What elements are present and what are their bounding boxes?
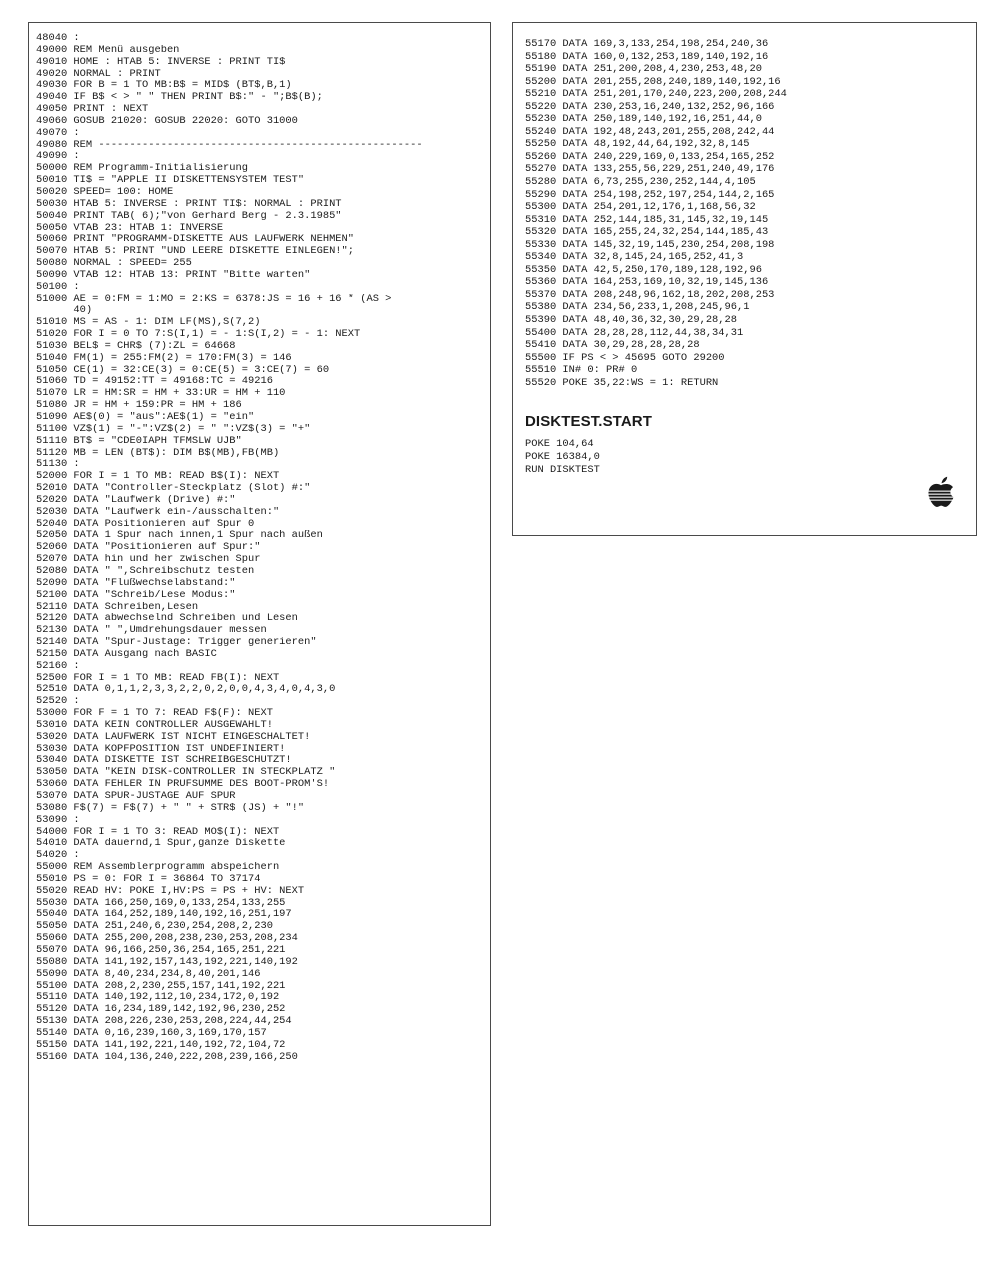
- code-line: 55010 PS = 0: FOR I = 36864 TO 37174: [36, 873, 261, 885]
- code-line: 51100 VZ$(1) = "-":VZ$(2) = " ":VZ$(3) = "+": [36, 423, 311, 435]
- code-line: 55280 DATA 6,73,255,230,252,144,4,105: [525, 176, 756, 189]
- basic-listing-left: [36, 33, 482, 1063]
- code-line: 52130 DATA " ",Umdrehungsdauer messen: [36, 625, 267, 637]
- code-line: 55000 REM Assemblerprogramm abspeichern: [36, 862, 280, 874]
- code-line: 52020 DATA "Laufwerk (Drive) #:": [36, 494, 236, 506]
- code-line: 53050 DATA "KEIN DISK-CONTROLLER IN STECKPLATZ ": [36, 767, 336, 779]
- code-line: 55260 DATA 240,229,169,0,133,254,165,252: [525, 150, 775, 163]
- listing-column-left: [28, 22, 491, 1226]
- code-line: 50010 TI$ = "APPLE II DISKETTENSYSTEM TEST": [36, 175, 305, 187]
- code-line: 55360 DATA 164,253,169,10,32,19,145,136: [525, 276, 769, 289]
- code-line: 50060 PRINT "PROGRAMM-DISKETTE AUS LAUFWERK NEHMEN": [36, 234, 355, 246]
- code-line: 53090 :: [36, 814, 80, 826]
- code-line: 50000 REM Programm-Initialisierung: [36, 163, 249, 175]
- code-line: 40): [36, 305, 93, 317]
- code-line: 55390 DATA 48,40,36,32,30,29,28,28: [525, 314, 738, 327]
- code-line: 49030 FOR B = 1 TO MB:B$ = MID$ (BT$,B,1): [36, 80, 292, 92]
- code-line: 53040 DATA DISKETTE IST SCHREIBGESCHÜTZT!: [36, 755, 292, 767]
- code-line: 52100 DATA "Schreib/Lese Modus:": [36, 589, 236, 601]
- code-line: POKE 104,64: [525, 438, 594, 451]
- code-line: 53020 DATA LAUFWERK IST NICHT EINGESCHALTET!: [36, 731, 311, 743]
- code-line: 55240 DATA 192,48,243,201,255,208,242,44: [525, 125, 775, 138]
- code-line: 51080 JR = HM + 159:PR = HM + 186: [36, 400, 242, 412]
- code-line: 55520 POKE 35,22:WS = 1: RETURN: [525, 376, 719, 389]
- code-line: 55400 DATA 28,28,28,112,44,38,34,31: [525, 326, 744, 339]
- basic-listing-right: [525, 38, 968, 389]
- code-line: 52050 DATA 1 Spur nach innen,1 Spur nach außen: [36, 530, 323, 542]
- code-line: 52110 DATA Schreiben,Lesen: [36, 601, 199, 613]
- code-line: 51020 FOR I = 0 TO 7:S(I,1) = - 1:S(I,2) = - 1: NEXT: [36, 329, 361, 341]
- code-line: 55020 READ HV: POKE I,HV:PS = PS + HV: NEXT: [36, 885, 305, 897]
- code-line: 49040 IF B$ < > " " THEN PRINT B$:" - ";B$(B);: [36, 92, 323, 104]
- code-line: 55100 DATA 208,2,230,255,157,141,192,221: [36, 980, 286, 992]
- code-line: 55270 DATA 133,255,56,229,251,240,49,176: [525, 163, 775, 176]
- code-line: 53060 DATA FEHLER IN PRÜFSUMME DES BOOT-PROM'S!: [36, 779, 330, 791]
- code-line: 53070 DATA SPUR-JUSTAGE AUF SPUR: [36, 791, 236, 802]
- code-line: 53080 F$(7) = F$(7) + " " + STR$ (JS) + "!": [36, 802, 305, 814]
- code-line: 54000 FOR I = 1 TO 3: READ MO$(I): NEXT: [36, 826, 280, 838]
- code-line: 55220 DATA 230,253,16,240,132,252,96,166: [525, 100, 775, 113]
- code-line: 51120 MB = LEN (BT$): DIM B$(MB),FB(MB): [36, 447, 280, 459]
- code-line: 52120 DATA abwechselnd Schreiben und Lesen: [36, 613, 298, 625]
- code-line: 55310 DATA 252,144,185,31,145,32,19,145: [525, 213, 769, 226]
- code-line: 52140 DATA "Spur-Justage: Trigger generieren": [36, 637, 317, 649]
- code-line: 51030 BEL$ = CHR$ (7):ZL = 64668: [36, 340, 236, 352]
- code-line: 52150 DATA Ausgang nach BASIC: [36, 648, 217, 660]
- code-line: 51050 CE(1) = 32:CE(3) = 0:CE(5) = 3:CE(7) = 60: [36, 364, 330, 376]
- code-line: 55300 DATA 254,201,12,176,1,168,56,32: [525, 201, 756, 214]
- code-line: 50050 VTAB 23: HTAB 1: INVERSE: [36, 222, 224, 234]
- code-line: 53030 DATA KOPFPOSITION IST UNDEFINIERT!: [36, 743, 286, 755]
- code-line: 51060 TD = 49152:TT = 49168:TC = 49216: [36, 376, 273, 388]
- code-line: 51130 :: [36, 459, 80, 471]
- code-line: 52010 DATA "Controller-Steckplatz (Slot) #:": [36, 483, 311, 495]
- code-line: POKE 16384,0: [525, 451, 600, 464]
- code-line: 52090 DATA "Flußwechselabstand:": [36, 577, 236, 589]
- code-line: 49060 GOSUB 21020: GOSUB 22020: GOTO 31000: [36, 115, 298, 127]
- code-line: 50070 HTAB 5: PRINT "UND LEERE DISKETTE EINLEGEN!";: [36, 246, 355, 258]
- code-line: 49020 NORMAL : PRINT: [36, 68, 161, 80]
- listing-column-right: [512, 22, 977, 536]
- code-line: 49010 HOME : HTAB 5: INVERSE : PRINT TI$: [36, 56, 286, 68]
- code-line: 50040 PRINT TAB( 6);"von Gerhard Berg - 2.3.1985": [36, 210, 342, 222]
- code-line: 52510 DATA 0,1,1,2,3,3,2,2,0,2,0,0,4,3,4,0,4,3,0: [36, 684, 336, 696]
- code-line: 50090 VTAB 12: HTAB 13: PRINT "Bitte warten": [36, 269, 311, 281]
- code-line: RUN DISKTEST: [525, 463, 600, 476]
- code-line: 51010 MS = AS - 1: DIM LF(MS),S(7,2): [36, 317, 261, 329]
- code-line: 55090 DATA 8,40,234,234,8,40,201,146: [36, 968, 261, 980]
- code-line: 55210 DATA 251,201,170,240,223,200,208,244: [525, 88, 787, 101]
- code-line: 52030 DATA "Laufwerk ein-/ausschalten:": [36, 506, 280, 518]
- code-line: 55290 DATA 254,198,252,197,254,144,2,165: [525, 188, 775, 201]
- code-line: 55050 DATA 251,240,6,230,254,208,2,230: [36, 921, 273, 933]
- code-line: 55110 DATA 140,192,112,10,234,172,0,192: [36, 992, 280, 1004]
- code-line: 55330 DATA 145,32,19,145,230,254,208,198: [525, 238, 775, 251]
- code-line: 52500 FOR I = 1 TO MB: READ FB(I): NEXT: [36, 672, 280, 684]
- code-line: 55320 DATA 165,255,24,32,254,144,185,43: [525, 226, 769, 239]
- code-line: 55180 DATA 160,0,132,253,189,140,192,16: [525, 50, 769, 63]
- code-line: 55250 DATA 48,192,44,64,192,32,8,145: [525, 138, 750, 151]
- code-line: 49050 PRINT : NEXT: [36, 104, 149, 116]
- code-line: 52070 DATA hin und her zwischen Spur: [36, 554, 261, 566]
- code-line: 51090 AE$(0) = "aus":AE$(1) = "ein": [36, 412, 255, 423]
- section-title: DISKTEST.START: [525, 413, 652, 431]
- code-line: 52520 :: [36, 696, 80, 708]
- code-line: 50100 :: [36, 281, 80, 293]
- code-line: 55170 DATA 169,3,133,254,198,254,240,36: [525, 38, 769, 50]
- code-line: 55190 DATA 251,200,208,4,230,253,48,20: [525, 63, 762, 76]
- code-line: 55500 IF PS < > 45695 GOTO 29200: [525, 351, 725, 364]
- code-line: 49070 :: [36, 127, 80, 139]
- code-line: 55040 DATA 164,252,189,140,192,16,251,197: [36, 909, 292, 921]
- code-line: 52160 :: [36, 660, 80, 672]
- code-line: 55080 DATA 141,192,157,143,192,221,140,192: [36, 956, 298, 968]
- code-line: 50030 HTAB 5: INVERSE : PRINT TI$: NORMAL : PRINT: [36, 198, 342, 210]
- code-line: 54010 DATA dauernd,1 Spur,ganze Diskette: [36, 838, 286, 850]
- code-line: 55510 IN# 0: PR# 0: [525, 364, 638, 377]
- code-line: 55380 DATA 234,56,233,1,208,245,96,1: [525, 301, 750, 314]
- code-line: 50080 NORMAL : SPEED= 255: [36, 258, 192, 270]
- apple-logo-icon: [926, 475, 956, 509]
- code-line: 55350 DATA 42,5,250,170,189,128,192,96: [525, 263, 762, 276]
- code-line: 55030 DATA 166,250,169,0,133,254,133,255: [36, 897, 286, 909]
- code-line: 55410 DATA 30,29,28,28,28,28: [525, 339, 700, 352]
- code-line: 54020 :: [36, 850, 80, 862]
- code-line: 49090 :: [36, 151, 80, 163]
- code-line: 52080 DATA " ",Schreibschutz testen: [36, 565, 255, 577]
- code-line: 55070 DATA 96,166,250,36,254,165,251,221: [36, 944, 286, 956]
- code-line: 50020 SPEED= 100: HOME: [36, 186, 174, 198]
- code-line: 52000 FOR I = 1 TO MB: READ B$(I): NEXT: [36, 471, 280, 483]
- code-line: 55120 DATA 16,234,189,142,192,96,230,252: [36, 1004, 286, 1016]
- code-line: 51000 AE = 0:FM = 1:MO = 2:KS = 6378:JS = 16 + 16 * (AS >: [36, 293, 392, 305]
- code-line: 48040 :: [36, 33, 80, 44]
- code-line: 49000 REM Menü ausgeben: [36, 44, 180, 56]
- code-line: 55230 DATA 250,189,140,192,16,251,44,0: [525, 113, 762, 126]
- code-line: 51070 LR = HM:SR = HM + 33:UR = HM + 110: [36, 388, 286, 400]
- code-line: 53010 DATA KEIN CONTROLLER AUSGEWÄHLT!: [36, 719, 273, 731]
- start-listing: [525, 438, 968, 476]
- code-line: 55200 DATA 201,255,208,240,189,140,192,16: [525, 75, 781, 88]
- code-line: 49080 REM ----------------------------------------------------: [36, 139, 423, 151]
- code-line: 55060 DATA 255,200,208,238,230,253,208,234: [36, 933, 298, 945]
- code-line: 55160 DATA 104,136,240,222,208,239,166,250: [36, 1051, 298, 1063]
- code-line: 55140 DATA 0,16,239,160,3,169,170,157: [36, 1027, 267, 1039]
- code-line: 53000 FOR F = 1 TO 7: READ F$(F): NEXT: [36, 708, 273, 720]
- code-line: 52060 DATA "Positionieren auf Spur:": [36, 542, 261, 554]
- code-line: 55370 DATA 208,248,96,162,18,202,208,253: [525, 288, 775, 301]
- code-line: 51110 BT$ = "CDE0IAPH TFMSLW UJB": [36, 435, 242, 447]
- code-line: 55150 DATA 141,192,221,140,192,72,104,72: [36, 1039, 286, 1051]
- code-line: 51040 FM(1) = 255:FM(2) = 170:FM(3) = 146: [36, 352, 292, 364]
- code-line: 52040 DATA Positionieren auf Spur 0: [36, 518, 255, 530]
- code-line: 55130 DATA 208,226,230,253,208,224,44,254: [36, 1016, 292, 1028]
- code-line: 55340 DATA 32,8,145,24,165,252,41,3: [525, 251, 744, 264]
